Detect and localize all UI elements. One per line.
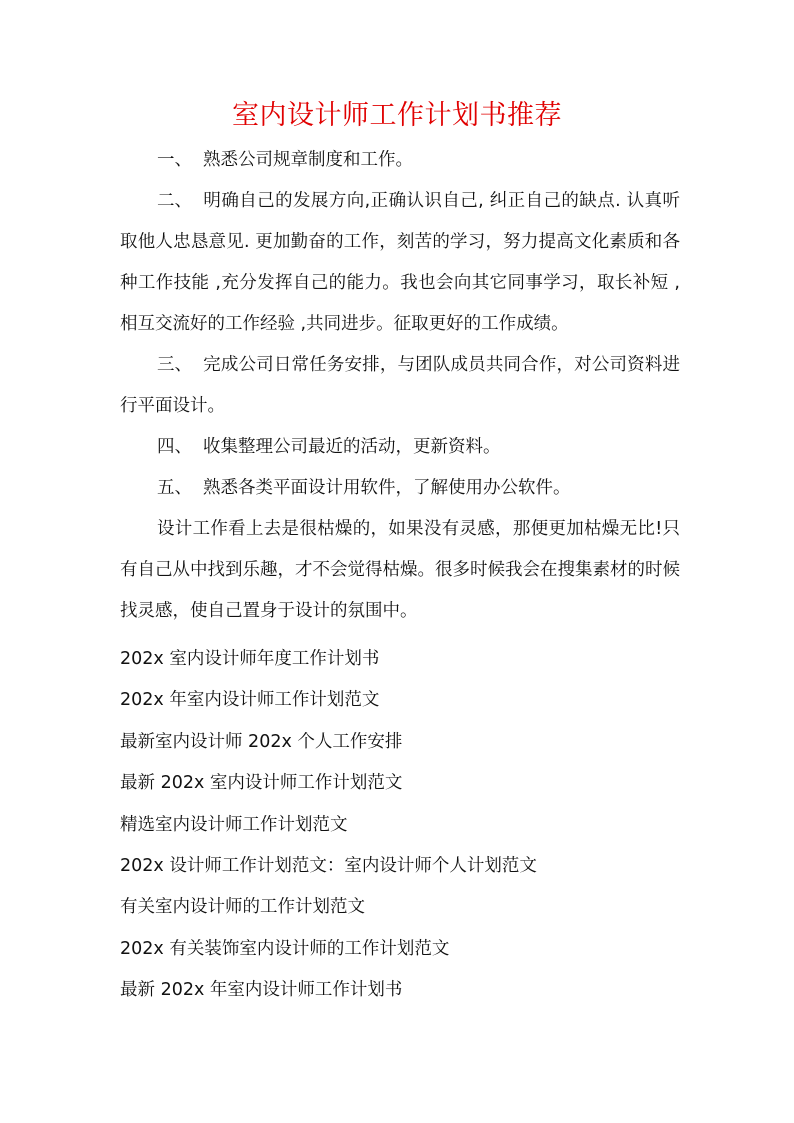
related-link[interactable]: 202x 有关装饰室内设计师的工作计划范文 [120, 938, 450, 959]
list-item-3 [120, 345, 680, 427]
related-link[interactable]: 202x 室内设计师年度工作计划书 [120, 649, 380, 669]
related-link[interactable]: 最新 202x 室内设计师工作计划范文 [120, 773, 403, 794]
item-number: 四、 [157, 437, 192, 457]
item-text: 完成公司日常任务安排，与团队成员共同合作，对公司资料进行平面设计。 [120, 355, 680, 416]
document-body [120, 140, 680, 632]
item-number: 三、 [157, 355, 192, 375]
related-link[interactable]: 最新 202x 年室内设计师工作计划书 [120, 980, 403, 1001]
list-item-2 [120, 181, 680, 345]
closing-paragraph: 设计工作看上去是很枯燥的，如果没有灵感，那便更加枯燥无比!只有自己从中找到乐趣，才不会觉得枯燥。很多时候我会在搜集素材的时候找灵感，使自己置身于设计的氛围中。 [120, 519, 680, 621]
related-link[interactable]: 精选室内设计师工作计划范文 [120, 814, 348, 835]
item-text: 熟悉各类平面设计用软件，了解使用办公软件。 [203, 478, 571, 498]
list-item-5 [120, 468, 680, 509]
related-link[interactable]: 有关室内设计师的工作计划范文 [120, 897, 365, 918]
item-number: 二、 [157, 191, 192, 211]
list-item-4 [120, 427, 680, 468]
related-link[interactable]: 202x 年室内设计师工作计划范文 [120, 690, 380, 711]
list-item-1 [120, 140, 680, 181]
related-link[interactable]: 202x 设计师工作计划范文：室内设计师个人计划范文 [120, 856, 537, 877]
item-text: 明确自己的发展方向,正确认识自己, 纠正自己的缺点. 认真听取他人忠恳意见. 更加勤奋的工作，刻苦的学习，努力提高文化素质和各种工作技能 ,充分发挥自己的能力。我也会向其它同事学习，取长补短 ,相互交流好的工作经验 ,共同进步。征取更好的工作成绩。 [120, 191, 680, 334]
item-number: 一、 [157, 150, 192, 170]
related-links-list [120, 639, 720, 1012]
document-title: 室内设计师工作计划书推荐 [232, 100, 562, 131]
related-link[interactable]: 最新室内设计师 202x 个人工作安排 [120, 731, 403, 752]
item-number: 五、 [157, 478, 192, 498]
item-text: 收集整理公司最近的活动，更新资料。 [203, 437, 501, 457]
item-text: 熟悉公司规章制度和工作。 [203, 150, 413, 170]
